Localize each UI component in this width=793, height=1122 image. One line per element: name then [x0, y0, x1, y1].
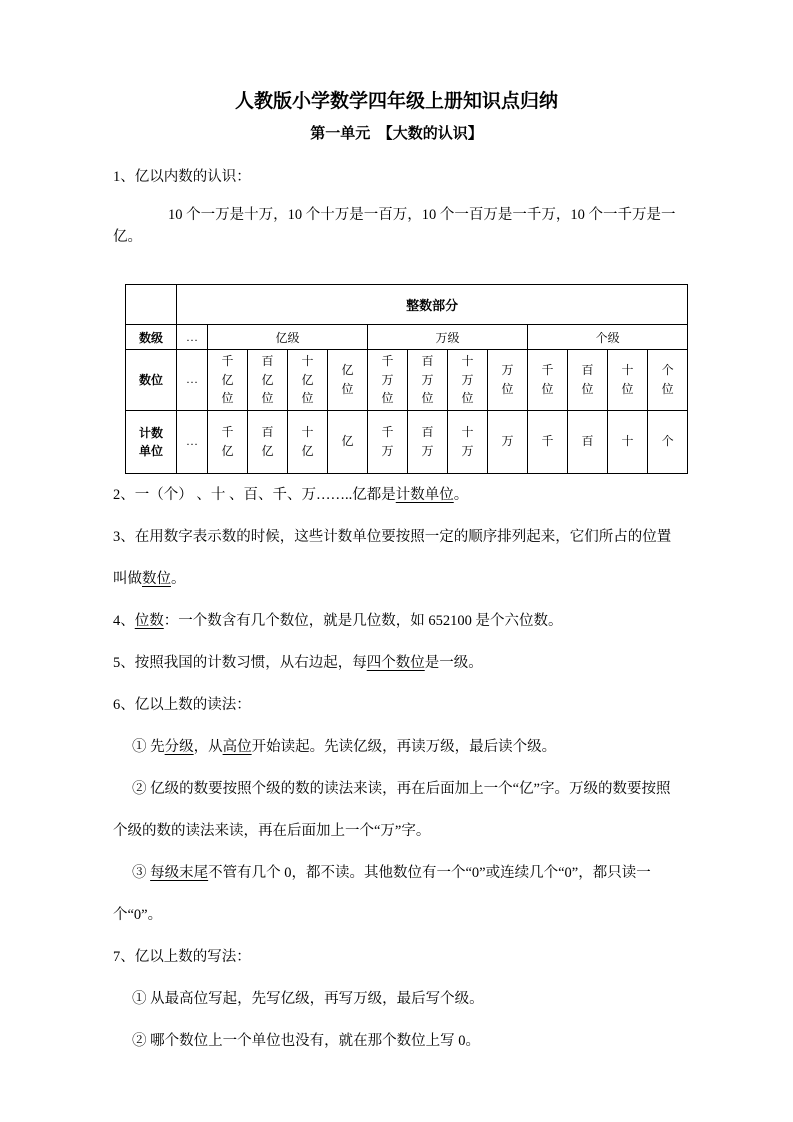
digit-cell	[408, 350, 448, 411]
text-segment: ① 先	[132, 738, 165, 755]
text-segment: ② 哪个数位上一个单位也没有，就在那个数位上写 0。	[132, 1032, 480, 1049]
item-6-sub-1	[113, 726, 680, 768]
underlined-term: 位数	[134, 612, 164, 629]
unit-cell	[528, 410, 568, 473]
page-title: 人教版小学数学四年级上册知识点归纳	[234, 91, 558, 112]
underlined-term: 每级末尾	[150, 864, 209, 881]
table-row-levels	[126, 325, 688, 350]
text-segment: 4、	[113, 612, 135, 629]
place-value-table	[125, 284, 688, 474]
level-cell-ge: 个级	[528, 325, 688, 350]
unit-cell-text: 个	[661, 434, 674, 449]
digit-cell-text: 千亿位	[221, 354, 234, 406]
item-6-heading	[113, 684, 680, 726]
item-6-sub-2	[113, 768, 680, 852]
unit-cell-text: 百亿	[261, 425, 274, 458]
notes-section	[113, 474, 680, 1062]
item-3	[113, 516, 680, 600]
text-segment: 是一级。	[424, 654, 483, 671]
digit-cell-text: 千万位	[381, 354, 394, 406]
row-label-digit: 数位	[126, 350, 177, 411]
digit-cell-text: 百亿位	[261, 354, 274, 406]
unit-cell-text: 千	[541, 434, 554, 449]
digit-cell-text: 十位	[621, 363, 634, 396]
row-label-counting-unit	[126, 410, 177, 473]
table-row-integer-part	[126, 285, 688, 325]
integer-part-header: 整数部分	[177, 285, 688, 325]
unit-cell	[328, 410, 368, 473]
item-6-sub-3	[113, 852, 680, 936]
unit-cell	[288, 410, 328, 473]
digit-cell	[528, 350, 568, 411]
text-segment: 5、按照我国的计数习惯，从右边起，每	[113, 654, 367, 671]
unit-cell-text: 百	[581, 434, 594, 449]
text-segment: 6、亿以上数的读法：	[113, 696, 251, 713]
unit-cell	[208, 410, 248, 473]
text-segment: 3、在用数字表示数的时候，这些计数单位要按照一定的顺序排列起来，它们所占的位置叫做	[113, 528, 672, 587]
unit-cell	[368, 410, 408, 473]
text-segment: ，从	[193, 738, 223, 755]
unit-cell	[448, 410, 488, 473]
unit-cell-text: 亿	[341, 434, 354, 449]
unit-cell	[488, 410, 528, 473]
underlined-term: 高位	[222, 738, 252, 755]
unit-cell	[608, 410, 648, 473]
digit-cell-text: 个位	[661, 363, 674, 396]
unit-cell	[248, 410, 288, 473]
ellipsis-cell: …	[177, 410, 208, 473]
level-cell-yi: 亿级	[208, 325, 368, 350]
unit-cell-text: 万	[501, 434, 514, 449]
item-1-body: 10 个一万是十万，10 个十万是一百万，10 个一百万是一千万，10 个一千万是一亿。	[113, 207, 676, 245]
unit-cell-text: 十亿	[301, 425, 314, 458]
unit-cell	[648, 410, 688, 473]
unit-cell-text: 千万	[381, 425, 394, 458]
text-segment: ：一个数含有几个数位，就是几位数，如 652100 是个六位数。	[163, 612, 563, 629]
text-segment: 7、亿以上数的写法：	[113, 948, 251, 965]
digit-cell	[488, 350, 528, 411]
digit-cell-text: 千位	[541, 363, 554, 396]
item-7-sub-1	[113, 978, 680, 1020]
unit-heading: 第一单元 【大数的认识】	[310, 126, 483, 142]
text-segment: 开始读起。先读亿级，再读万级，最后读个级。	[251, 738, 557, 755]
underlined-term: 四个数位	[366, 654, 425, 671]
digit-cell-text: 十亿位	[301, 354, 314, 406]
underlined-term: 数位	[142, 570, 171, 587]
unit-cell-text: 十万	[461, 425, 474, 458]
digit-cell-text: 百位	[581, 363, 594, 396]
unit-cell	[568, 410, 608, 473]
row-label-level: 数级	[126, 325, 177, 350]
table-row-digits	[126, 350, 688, 411]
digit-cell-text: 万位	[501, 363, 514, 396]
digit-cell	[368, 350, 408, 411]
ellipsis-cell: …	[177, 350, 208, 411]
digit-cell	[568, 350, 608, 411]
unit-cell-text: 千亿	[221, 425, 234, 458]
unit-cell-text: 十	[621, 434, 634, 449]
digit-cell	[248, 350, 288, 411]
unit-cell-text: 百万	[421, 425, 434, 458]
text-segment: 2、一（个） 、十 、百、千、万……..亿都是	[113, 486, 396, 503]
text-segment: 不管有几个 0，都不读。其他数位有一个“0”或连续几个“0”，都只读一个“0”。	[113, 864, 651, 923]
digit-cell	[608, 350, 648, 411]
digit-cell	[328, 350, 368, 411]
row-label-counting-unit-text: 计数单位	[138, 425, 163, 458]
text-segment: 。	[453, 486, 469, 503]
digit-cell-text: 亿位	[341, 363, 354, 396]
text-segment: ① 从最高位写起，先写亿级，再写万级，最后写个级。	[132, 990, 484, 1007]
item-2	[113, 474, 680, 516]
item-4	[113, 600, 680, 642]
unit-cell	[408, 410, 448, 473]
item-7-heading	[113, 936, 680, 978]
digit-cell	[648, 350, 688, 411]
text-segment: 。	[171, 570, 186, 587]
ellipsis-cell: …	[177, 325, 208, 350]
text-segment: ③	[132, 864, 151, 881]
digit-cell-text: 百万位	[421, 354, 434, 406]
text-segment: ② 亿级的数要按照个级的数的读法来读，再在后面加上一个“亿”字。万级的数要按照个级的数的读法来读，再在后面加上一个“万”字。	[113, 780, 671, 839]
digit-cell	[208, 350, 248, 411]
item-1-heading: 1、亿以内数的认识：	[113, 169, 251, 185]
digit-cell-text: 十万位	[461, 354, 474, 406]
underlined-term: 分级	[164, 738, 194, 755]
digit-cell	[448, 350, 488, 411]
underlined-term: 计数单位	[395, 486, 454, 503]
digit-cell	[288, 350, 328, 411]
table-row-counting-units	[126, 410, 688, 473]
item-7-sub-2	[113, 1020, 680, 1062]
level-cell-wan: 万级	[368, 325, 528, 350]
table-corner-cell	[126, 285, 177, 325]
item-5	[113, 642, 680, 684]
